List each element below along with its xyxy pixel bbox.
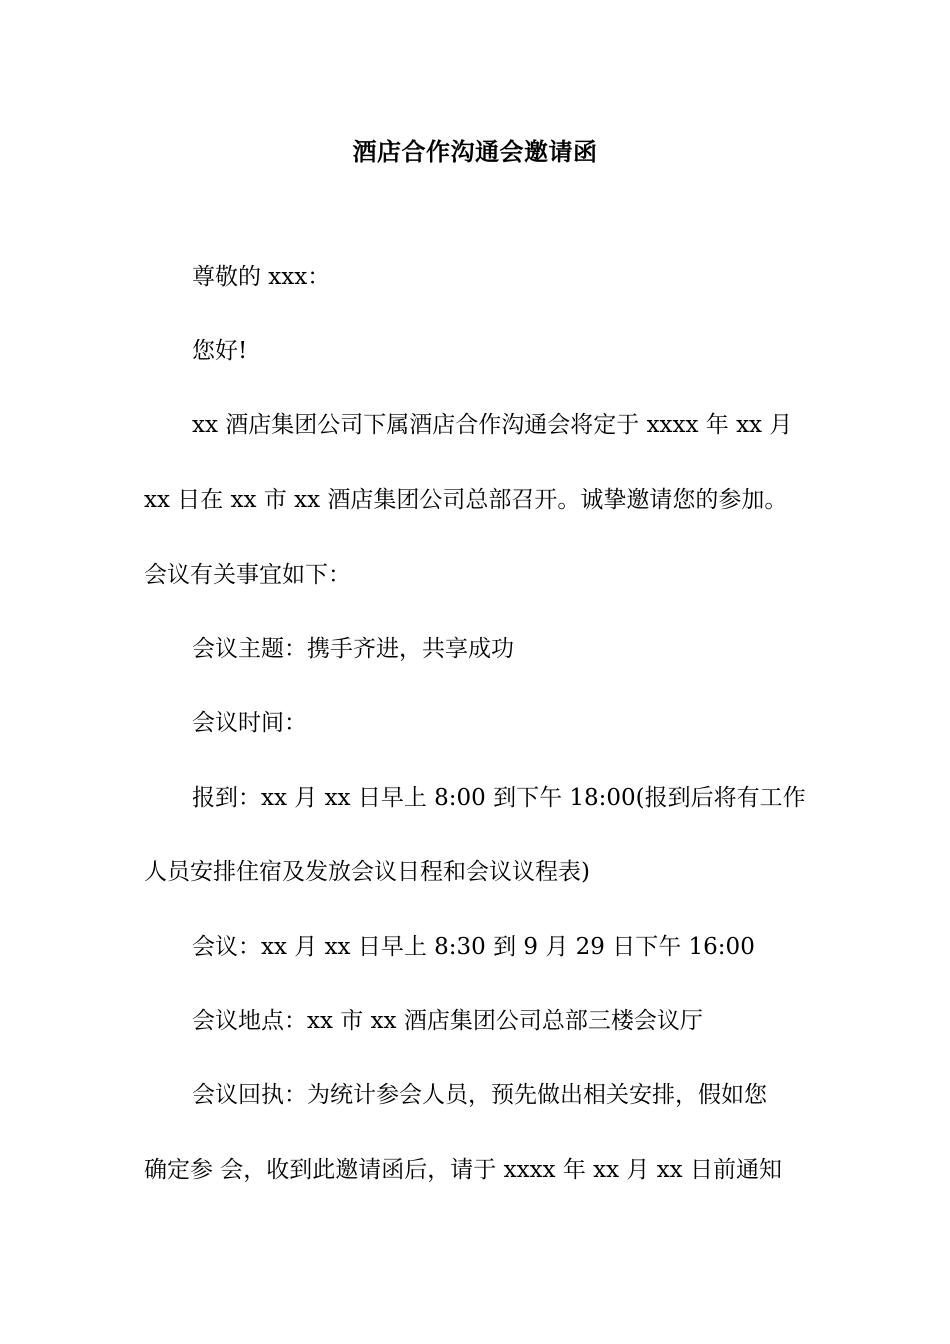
meeting-time-heading: 会议时间：	[192, 710, 307, 736]
body-paragraph-line-3: 会议有关事宜如下：	[144, 562, 351, 588]
greeting-line: 您好!	[192, 338, 248, 364]
salutation-line: 尊敬的 xxx：	[192, 264, 331, 290]
body-paragraph-line-2: xx 日在 xx 市 xx 酒店集团公司总部召开。诚挚邀请您的参加。	[144, 487, 788, 513]
document-title: 酒店合作沟通会邀请函	[352, 137, 598, 166]
meeting-schedule-line: 会议：xx 月 xx 日早上 8:30 到 9 月 29 日下午 16:00	[192, 934, 755, 960]
meeting-theme-line: 会议主题：携手齐进，共享成功	[192, 636, 514, 662]
registration-line-1: 报到：xx 月 xx 日早上 8:00 到下午 18:00(报到后将有工作	[192, 785, 806, 811]
meeting-location-line: 会议地点：xx 市 xx 酒店集团公司总部三楼会议厅	[192, 1008, 703, 1034]
body-paragraph-line-1: xx 酒店集团公司下属酒店合作沟通会将定于 xxxx 年 xx 月	[192, 412, 793, 438]
rsvp-line-2: 确定参 会，收到此邀请函后，请于 xxxx 年 xx 月 xx 日前通知	[144, 1157, 782, 1183]
rsvp-line-1: 会议回执：为统计参会人员，预先做出相关安排，假如您	[192, 1082, 767, 1108]
registration-line-2: 人员安排住宿及发放会议日程和会议议程表)	[144, 859, 590, 885]
